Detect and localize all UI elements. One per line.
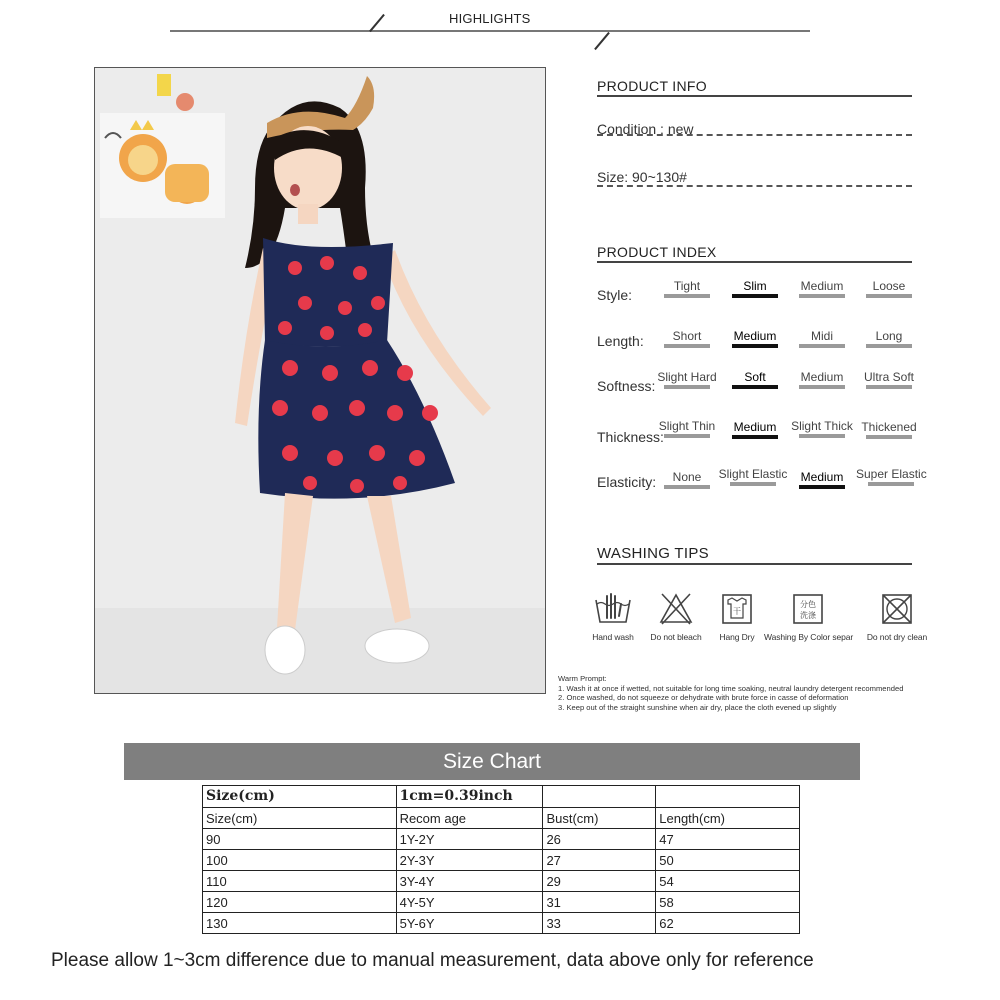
length-option-midi: Midi xyxy=(787,329,857,348)
index-label-thickness: Thickness: xyxy=(597,429,664,445)
table-cell: 4Y-5Y xyxy=(396,892,543,913)
svg-text:干: 干 xyxy=(733,607,741,616)
table-cell: Size(cm) xyxy=(203,786,397,808)
softness-option-soft: Soft xyxy=(720,370,790,389)
style-option-medium: Medium xyxy=(787,279,857,298)
table-cell: 47 xyxy=(656,829,800,850)
measurement-note: Please allow 1~3cm difference due to manual measurement, data above only for reference xyxy=(51,950,814,971)
table-row xyxy=(203,913,800,934)
column-header: Bust(cm) xyxy=(543,808,656,829)
length-option-medium: Medium xyxy=(720,329,790,348)
style-option-tight: Tight xyxy=(652,279,722,298)
table-cell: 58 xyxy=(656,892,800,913)
style-option-slim: Slim xyxy=(720,279,790,298)
size-chart-unit-row xyxy=(203,786,800,808)
table-cell: 2Y-3Y xyxy=(396,850,543,871)
table-cell: 90 xyxy=(203,829,397,850)
table-cell: 130 xyxy=(203,913,397,934)
table-cell: 110 xyxy=(203,871,397,892)
wash-item-hang-dry: 干 Hang Dry xyxy=(693,592,781,642)
table-row xyxy=(203,871,800,892)
elasticity-option-slight-elastic: Slight Elastic xyxy=(718,467,788,486)
table-cell: 1cm=0.39inch xyxy=(396,786,543,808)
product-index-title: PRODUCT INDEX xyxy=(597,244,717,260)
wash-item-no-dry-clean: Do not dry clean xyxy=(853,592,941,642)
column-header: Size(cm) xyxy=(203,808,397,829)
warm-prompt-line-2: 2. Once washed, do not squeeze or dehydrate with brute force in casse of deformation xyxy=(558,693,849,703)
style-option-loose: Loose xyxy=(854,279,924,298)
size-chart-title: Size Chart xyxy=(124,743,860,780)
thickness-option-slight-thin: Slight Thin xyxy=(652,419,722,438)
highlights-tick-right xyxy=(594,32,610,50)
size-range-rule xyxy=(597,185,912,187)
washing-tips-rule xyxy=(597,563,912,565)
column-header: Recom age xyxy=(396,808,543,829)
product-info-rule xyxy=(597,95,912,97)
table-cell: 50 xyxy=(656,850,800,871)
table-cell: 5Y-6Y xyxy=(396,913,543,934)
wash-item-no-bleach: Do not bleach xyxy=(632,592,720,642)
thickness-option-medium: Medium xyxy=(720,420,790,439)
table-cell: 31 xyxy=(543,892,656,913)
index-label-softness: Softness: xyxy=(597,378,656,394)
wash-item-color-separate: 分色 洗涤 Washing By Color separ xyxy=(764,592,852,642)
color-separate-icon xyxy=(791,592,825,626)
table-cell: 26 xyxy=(543,829,656,850)
table-cell: 54 xyxy=(656,871,800,892)
condition-rule xyxy=(597,134,912,136)
svg-text:分色: 分色 xyxy=(800,600,816,609)
thickness-option-slight-thick: Slight Thick xyxy=(787,419,857,438)
table-row xyxy=(203,850,800,871)
size-chart-header-row xyxy=(203,808,800,829)
warm-prompt-line-3: 3. Keep out of the straight sunshine when air dry, place the cloth evened up slightly xyxy=(558,702,837,712)
elasticity-option-none: None xyxy=(652,470,722,489)
product-index-rule xyxy=(597,261,912,263)
no-dry-clean-icon xyxy=(880,592,914,626)
table-cell: 27 xyxy=(543,850,656,871)
size-range-text: Size: 90~130# xyxy=(597,169,687,185)
table-cell: 62 xyxy=(656,913,800,934)
index-label-style: Style: xyxy=(597,287,633,303)
elasticity-option-medium: Medium xyxy=(787,470,857,489)
elasticity-option-super-elastic: Super Elastic xyxy=(856,467,926,486)
product-info-title: PRODUCT INFO xyxy=(597,78,707,94)
softness-option-medium: Medium xyxy=(787,370,857,389)
index-label-elasticity: Elasticity: xyxy=(597,474,657,490)
table-cell: 120 xyxy=(203,892,397,913)
highlights-title: HIGHLIGHTS xyxy=(449,11,531,26)
wash-item-hand-wash: Hand wash xyxy=(569,592,657,642)
table-row xyxy=(203,829,800,850)
table-row xyxy=(203,892,800,913)
hand-wash-icon xyxy=(593,592,633,626)
svg-text:洗涤: 洗涤 xyxy=(800,611,816,620)
length-option-short: Short xyxy=(652,329,722,348)
softness-option-ultra-soft: Ultra Soft xyxy=(854,370,924,389)
size-chart-table xyxy=(202,785,800,934)
condition-text: Condition : new xyxy=(597,121,694,137)
table-cell: 29 xyxy=(543,871,656,892)
index-label-length: Length: xyxy=(597,333,644,349)
warm-prompt-title: Warm Prompt: xyxy=(558,674,607,683)
no-bleach-icon xyxy=(658,592,694,626)
table-cell: 1Y-2Y xyxy=(396,829,543,850)
product-photo-illustration xyxy=(95,68,546,694)
thickness-option-thickened: Thickened xyxy=(854,420,924,439)
table-cell: 3Y-4Y xyxy=(396,871,543,892)
table-cell xyxy=(656,786,800,808)
column-header: Length(cm) xyxy=(656,808,800,829)
softness-option-slight-hard: Slight Hard xyxy=(652,370,722,389)
warm-prompt xyxy=(558,674,903,712)
warm-prompt-line-1: 1. Wash it at once if wetted, not suitable for long time soaking, neutral laundry detergent recommended xyxy=(558,683,904,693)
product-photo xyxy=(94,67,546,694)
hang-dry-icon xyxy=(720,592,754,626)
table-cell: 33 xyxy=(543,913,656,934)
highlights-rule xyxy=(170,30,810,32)
length-option-long: Long xyxy=(854,329,924,348)
table-cell: 100 xyxy=(203,850,397,871)
washing-tips-title: WASHING TIPS xyxy=(597,545,709,562)
table-cell xyxy=(543,786,656,808)
